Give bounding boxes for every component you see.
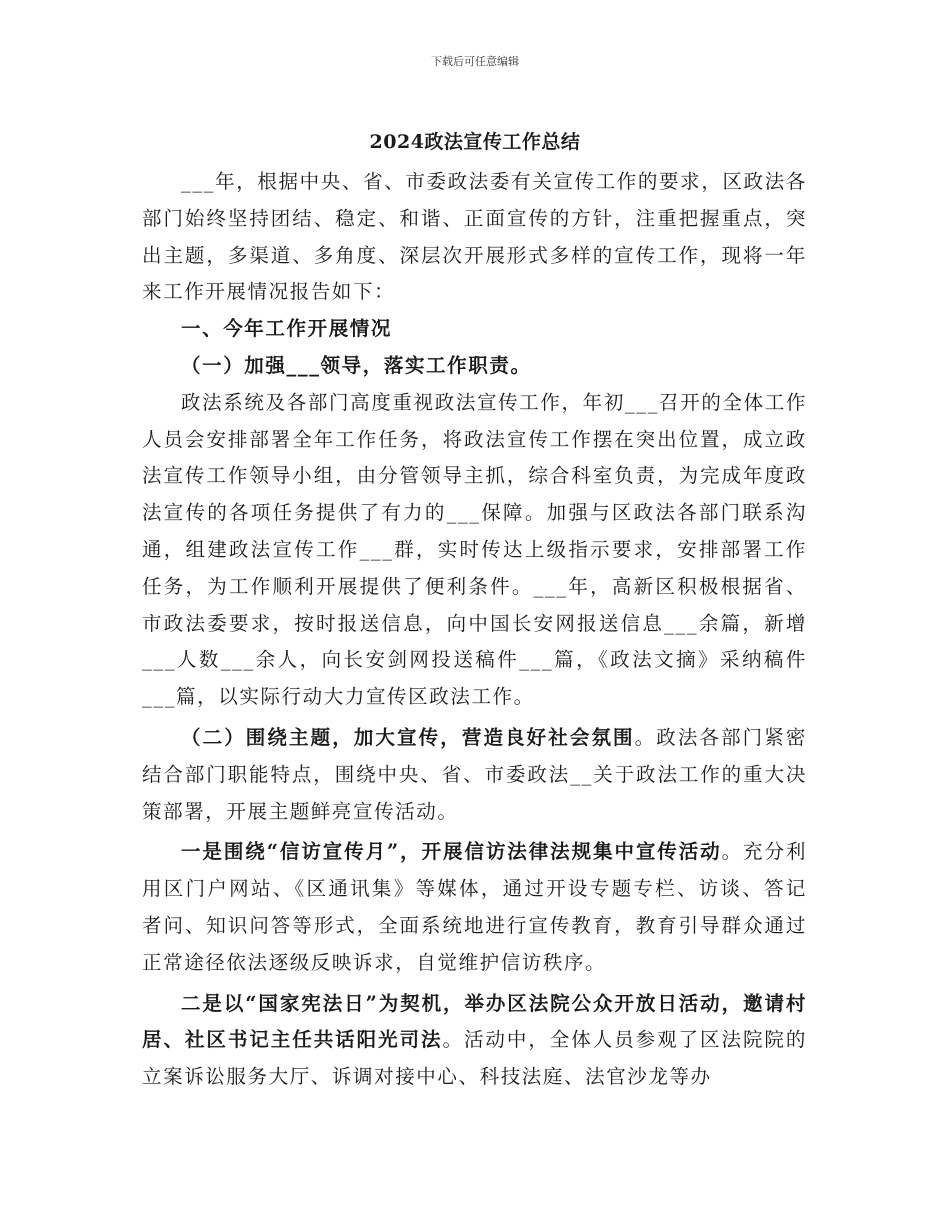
document-body [142,164,807,1096]
page-header-note: 下载后可任意编辑 [431,55,519,68]
item-1-body: 。充分利用区门户网站、《区通讯集》等媒体，通过开设专题专栏、访谈、答记者问、知识问答等形式，全面系统地进行宣传教育，教育引导群众通过正常途径依法逐级反映诉求，自觉维护信访秩序。 [142,840,807,974]
subsection-2-body: 。政法各部门紧密结合部门职能特点，围绕中央、省、市委政法__关于政法工作的重大决策部署，开展主题鲜亮宣传活动。 [142,725,807,823]
section-heading-1: 一、今年工作开展情况 [181,317,393,341]
item-1-paragraph [142,834,807,981]
subsection-heading-1: （一）加强___领导，落实工作职责。 [181,353,532,377]
subsection-1-paragraph: 政法系统及各部门高度重视政法宣传工作，年初___召开的全体工作人员会安排部署全年工作任务，将政法宣传工作摆在突出位置，成立政法宣传工作领导小组，由分管领导主抓，综合科室负责，为完成年度政法宣传的各项任务提供了有力的___保障。加强与区政法各部门联系沟通，组建政法宣传工作___群，实时传达上级指示要求，安排部署工作任务，为工作顺利开展提供了便利条件。___年，高新区积极根据省、市政法委要求，按时报送信息，向中国长安网报送信息___余篇，新增___人数___余人，向长安剑网投送稿件___篇，《政法文摘》采纳稿件___篇，以实际行动大力宣传区政法工作。 [142,390,807,709]
item-2-body: 。活动中，全体人员参观了区法院院的立案诉讼服务大厅、诉调对接中心、科技法庭、法官沙龙等办 [142,1028,807,1089]
item-2-paragraph [142,986,807,1096]
item-2-lead: 二是以“国家宪法日”为契机，举办区法院公众开放日活动，邀请村居、社区书记主任共话阳光司法 [142,991,807,1052]
subsection-2-lead: （二）围绕主题，加大宣传，营造良好社会氛围 [181,725,635,749]
intro-paragraph: ___年，根据中央、省、市委政法委有关宣传工作的要求，区政法各部门始终坚持团结、稳定、和谐、正面宣传的方针，注重把握重点，突出主题，多渠道、多角度、深层次开展形式多样的宣传工作，现将一年来工作开展情况报告如下： [142,170,807,304]
subsection-2-paragraph [142,720,807,830]
item-1-lead: 一是围绕“信访宣传月”，开展信访法律法规集中宣传活动 [181,840,722,864]
document-title: 2024政法宣传工作总结 [369,131,581,153]
